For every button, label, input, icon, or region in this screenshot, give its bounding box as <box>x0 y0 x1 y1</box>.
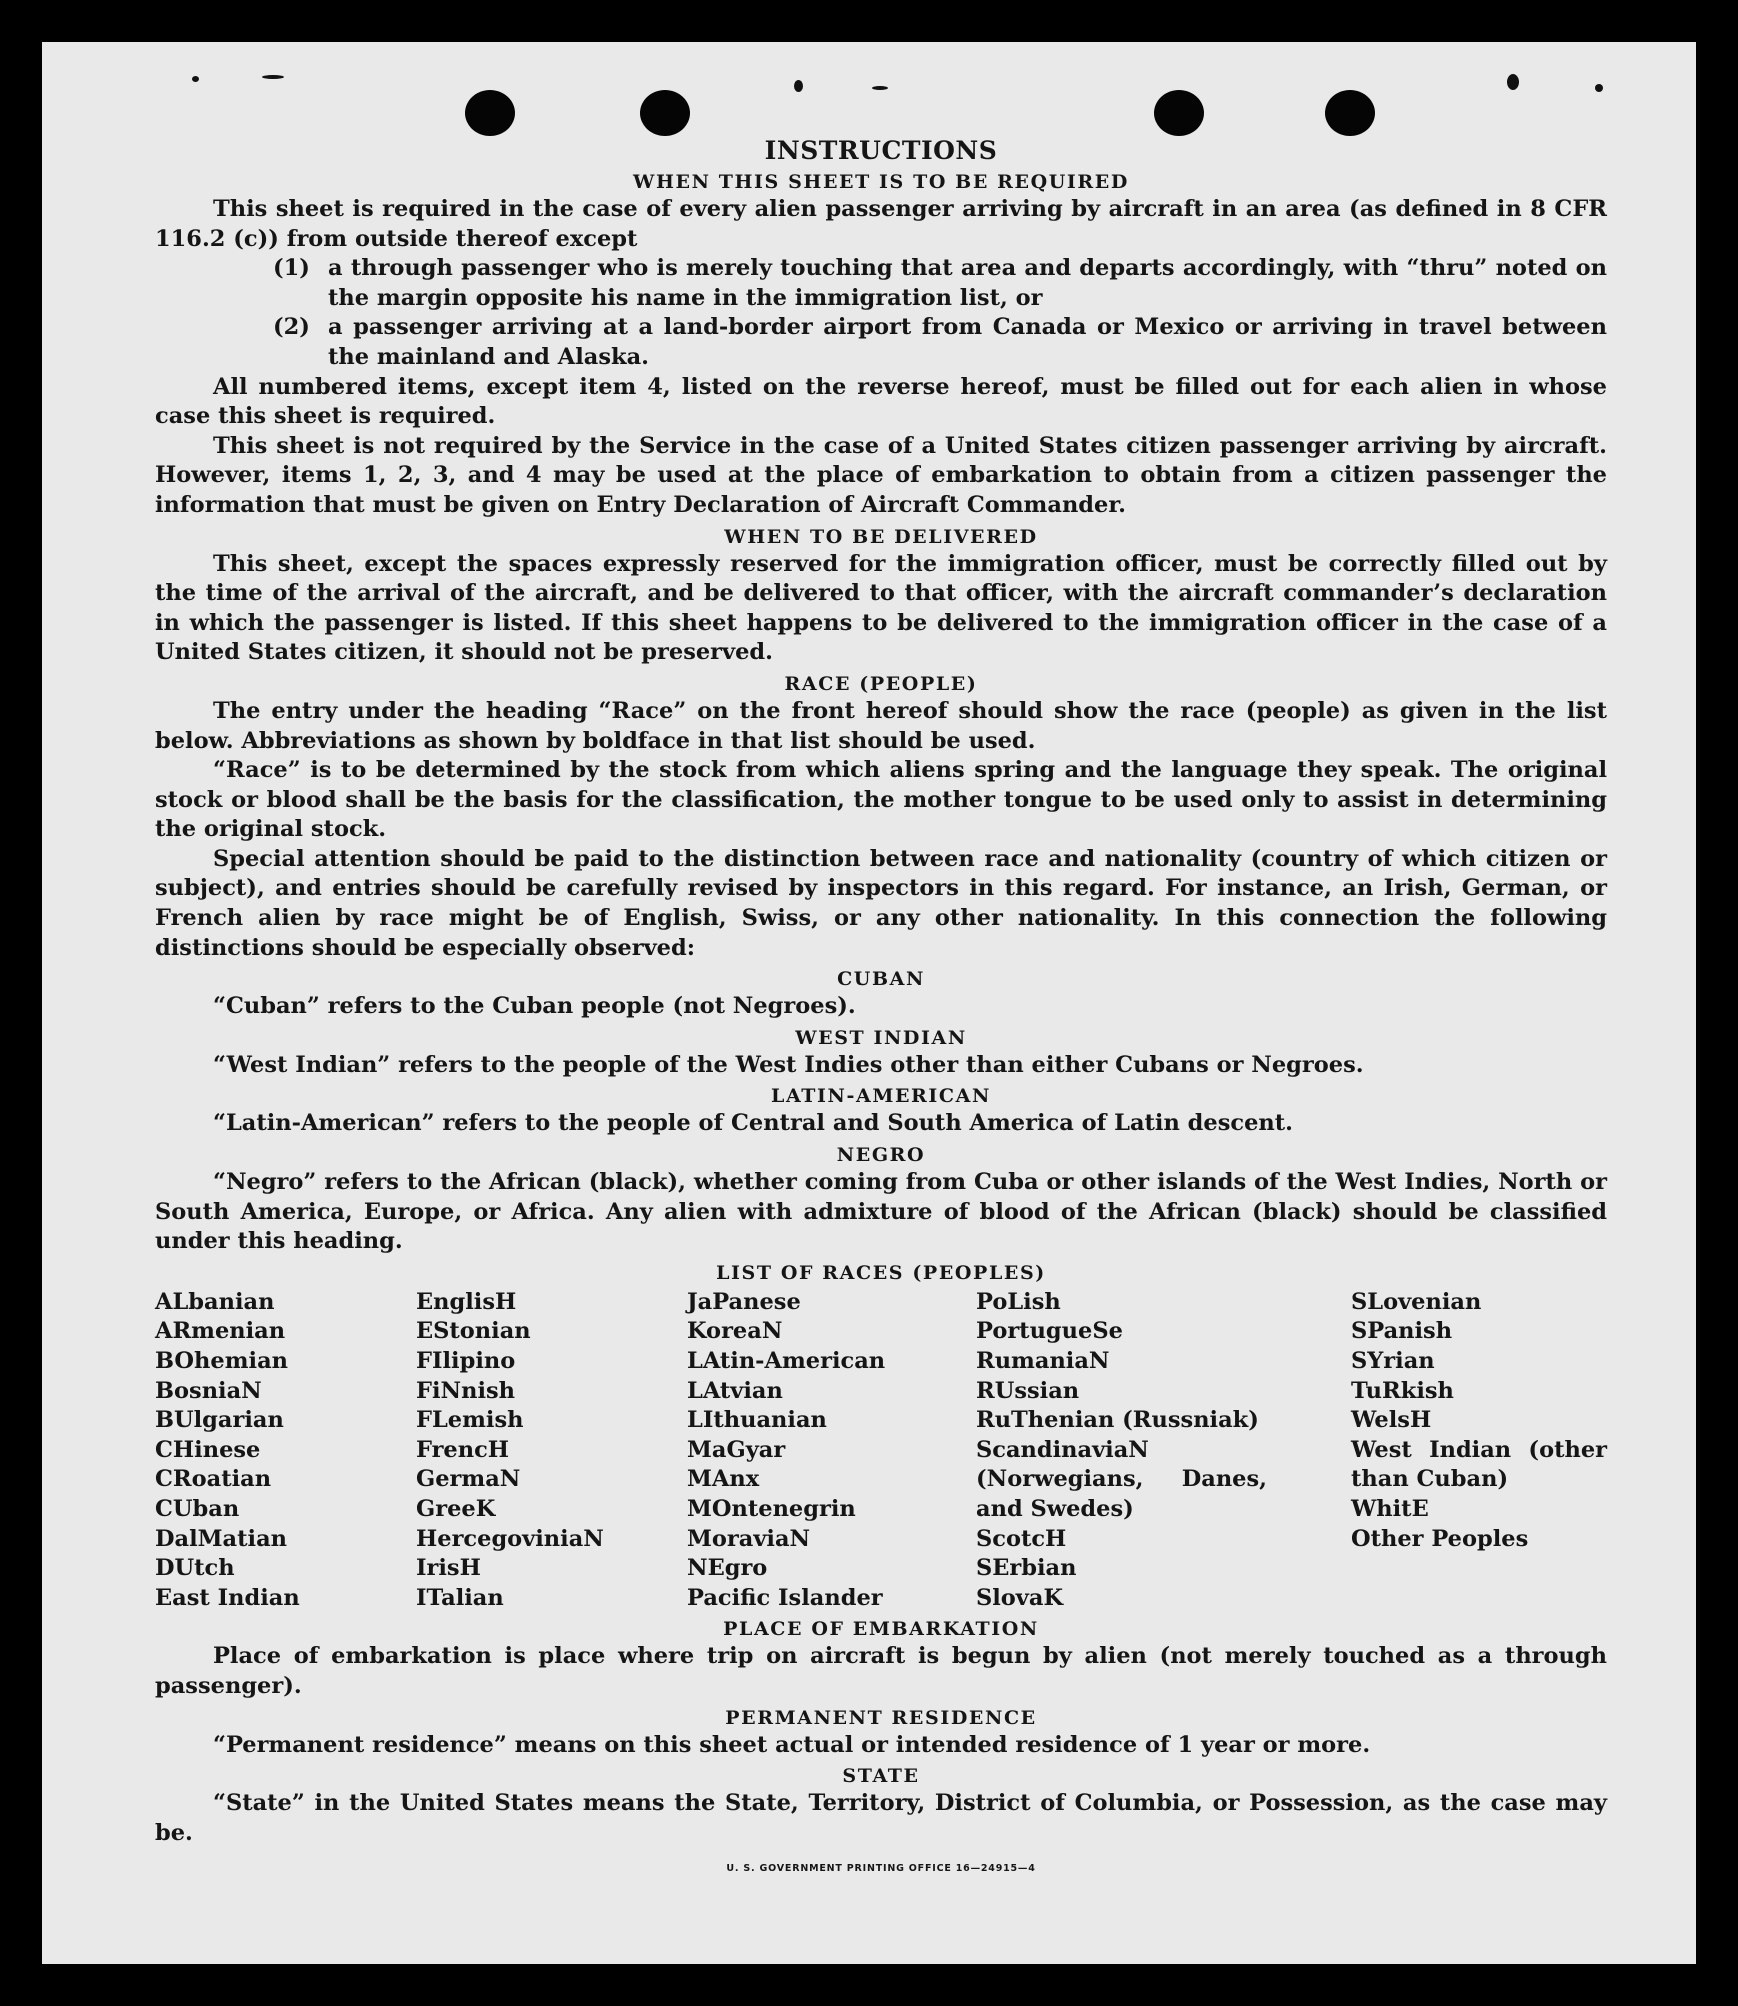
item-text: a passenger arriving at a land-border airport from Canada or Mexico or arriving in travel between the mainland and Alaska. <box>328 314 1607 370</box>
section-heading-negro: NEGRO <box>836 1144 926 1167</box>
race-entry: LAtvian <box>687 1377 783 1404</box>
race-entry: DUtch <box>155 1555 235 1582</box>
races-list <box>155 1288 1607 1614</box>
race-entry: DalMatian <box>155 1525 288 1552</box>
paragraph: The entry under the heading “Race” on the front hereof should show the race (people) as given in the list below. Abbreviations as shown by boldface in that list should be used. <box>155 697 1607 754</box>
ink-speck <box>1507 74 1519 90</box>
race-entry: West Indian (other than Cuban) <box>1351 1436 1607 1493</box>
paragraph: Special attention should be paid to the distinction between race and nationality (country of which citizen or subject), and entries should be carefully revised by inspectors in this regard. For instance, an Irish, German, or French alien by race might be of English, Swiss, or any other nationality. In this connection the following distinctions should be especially observed: <box>155 845 1607 961</box>
race-entry: CUban <box>155 1495 240 1522</box>
race-entry: TuRkish <box>1351 1377 1454 1404</box>
race-entry: NEgro <box>687 1555 768 1582</box>
punch-hole <box>1325 90 1375 136</box>
item-number: (2) <box>273 314 310 341</box>
section-heading-west-indian: WEST INDIAN <box>795 1026 967 1049</box>
race-entry: GreeK <box>416 1495 496 1522</box>
race-entry: KoreaN <box>687 1318 783 1345</box>
races-column <box>976 1288 1267 1614</box>
race-entry: MoraviaN <box>687 1525 811 1552</box>
race-entry: SLovenian <box>1351 1288 1482 1315</box>
paragraph: “State” in the United States means the State, Territory, District of Columbia, or Possession, as the case may be. <box>155 1790 1607 1846</box>
race-entry: ScandinaviaN (Norwegians, Danes, and Swedes) <box>976 1436 1267 1522</box>
race-entry: MOntenegrin <box>687 1495 856 1522</box>
race-entry: FrencH <box>416 1436 510 1463</box>
paragraph: This sheet is not required by the Service in the case of a United States citizen passenger arriving by aircraft. However, items 1, 2, 3, and 4 may be used at the place of embarkation to obtain from a citizen passenger the information that must be given on Entry Declaration of Aircraft Commander. <box>155 432 1607 518</box>
race-entry: PoLish <box>976 1288 1061 1315</box>
races-column <box>155 1288 416 1614</box>
section-heading-state: STATE <box>842 1765 920 1788</box>
race-entry: SYrian <box>1351 1348 1435 1374</box>
paragraph: This sheet, except the spaces expressly reserved for the immigration officer, must be correctly filled out by the time of the arrival of the aircraft, and be delivered to that officer, with the aircraft commander’s declaration in which the passenger is listed. If this sheet happens to be delivered to the immigration officer in the case of a United States citizen, it should not be preserved. <box>155 550 1607 666</box>
race-entry: ScotcH <box>976 1525 1067 1552</box>
section-heading-required: WHEN THIS SHEET IS TO BE REQUIRED <box>633 171 1129 193</box>
race-entry: RumaniaN <box>976 1348 1110 1374</box>
list-item <box>273 254 1607 313</box>
instructions-content <box>155 132 1607 1884</box>
race-entry: FIlipino <box>416 1348 516 1374</box>
ink-speck <box>192 76 199 82</box>
race-entry: BOhemian <box>155 1348 289 1374</box>
section-heading-latin-american: LATIN-AMERICAN <box>771 1085 991 1108</box>
race-entry: MaGyar <box>687 1436 786 1463</box>
race-entry: ALbanian <box>155 1288 275 1315</box>
race-entry: WelsH <box>1351 1407 1432 1434</box>
race-entry: SErbian <box>976 1555 1077 1582</box>
races-column <box>1351 1288 1607 1614</box>
race-entry: RuThenian (Russniak) <box>976 1407 1259 1434</box>
punch-hole <box>1154 90 1204 136</box>
race-entry: EnglisH <box>416 1288 517 1315</box>
punch-hole <box>465 90 515 136</box>
section-heading-delivered: WHEN TO BE DELIVERED <box>724 525 1038 548</box>
paragraph: This sheet is required in the case of every alien passenger arriving by aircraft in an area (as defined in 8 CFR 116.2 (c)) from outside thereof except <box>155 196 1607 252</box>
item-number: (1) <box>273 255 310 282</box>
race-entry: RUssian <box>976 1377 1080 1404</box>
paragraph: “Latin-American” refers to the people of Central and South America of Latin descent. <box>213 1110 1293 1137</box>
section-heading-embarkation: PLACE OF EMBARKATION <box>723 1618 1039 1641</box>
ink-speck <box>794 80 803 92</box>
race-entry: Pacific Islander <box>687 1584 883 1611</box>
race-entry: JaPanese <box>687 1288 801 1315</box>
paragraph: “West Indian” refers to the people of the West Indies other than either Cubans or Negroes. <box>213 1051 1364 1078</box>
races-column <box>416 1288 687 1614</box>
races-column <box>687 1288 976 1614</box>
paragraph: “Race” is to be determined by the stock from which aliens spring and the language they speak. The original stock or blood shall be the basis for the classification, the mother tongue to be used only to assist in determining the original stock. <box>155 757 1607 843</box>
ink-speck <box>1595 84 1603 92</box>
printer-imprint: U. S. GOVERNMENT PRINTING OFFICE 16—24915—4 <box>726 1863 1036 1875</box>
race-entry: ITalian <box>416 1584 504 1611</box>
race-entry: LIthuanian <box>687 1407 827 1434</box>
race-entry: BUlgarian <box>155 1407 284 1434</box>
race-entry: FiNnish <box>416 1377 516 1404</box>
race-entry: Other Peoples <box>1351 1525 1529 1552</box>
section-heading-residence: PERMANENT RESIDENCE <box>725 1706 1037 1729</box>
item-text: a through passenger who is merely touching that area and departs accordingly, with “thru” noted on the margin opposite his name in the immigration list, or <box>328 255 1607 311</box>
punch-hole <box>640 90 690 136</box>
race-entry: LAtin-American <box>687 1348 886 1374</box>
race-entry: CRoatian <box>155 1466 272 1493</box>
ink-speck <box>872 86 888 90</box>
paragraph: All numbered items, except item 4, listed on the reverse hereof, must be filled out for each alien in whose case this sheet is required. <box>155 373 1607 430</box>
race-entry: BosniaN <box>155 1377 262 1404</box>
race-entry: SlovaK <box>976 1584 1064 1611</box>
paragraph: “Permanent residence” means on this sheet actual or intended residence of 1 year or more. <box>213 1731 1371 1758</box>
race-entry: HercegoviniaN <box>416 1525 604 1552</box>
section-heading-cuban: CUBAN <box>837 968 925 991</box>
section-heading-race: RACE (PEOPLE) <box>784 672 978 695</box>
paragraph: “Negro” refers to the African (black), whether coming from Cuba or other islands of the West Indies, North or South America, Europe, or Africa. Any alien with admixture of blood of the African (black) should be classified under this heading. <box>155 1169 1607 1255</box>
race-entry: CHinese <box>155 1436 261 1463</box>
race-entry: WhitE <box>1351 1495 1429 1522</box>
page-title: INSTRUCTIONS <box>764 136 998 165</box>
race-entry: FLemish <box>416 1407 524 1434</box>
races-list-heading: LIST OF RACES (PEOPLES) <box>716 1261 1046 1284</box>
race-entry: East Indian <box>155 1584 300 1611</box>
paragraph: Place of embarkation is place where trip on aircraft is begun by alien (not merely touched as a through passenger). <box>155 1643 1607 1699</box>
list-item <box>273 313 1607 372</box>
race-entry: GermaN <box>416 1466 521 1493</box>
paragraph: “Cuban” refers to the Cuban people (not Negroes). <box>213 993 856 1020</box>
race-entry: PortugueSe <box>976 1318 1123 1345</box>
race-entry: SPanish <box>1351 1318 1453 1345</box>
race-entry: MAnx <box>687 1466 760 1493</box>
race-entry: ARmenian <box>155 1318 286 1345</box>
ink-speck <box>262 75 284 79</box>
race-entry: EStonian <box>416 1318 531 1345</box>
form-sheet <box>42 42 1696 1964</box>
race-entry: IrisH <box>416 1555 481 1582</box>
